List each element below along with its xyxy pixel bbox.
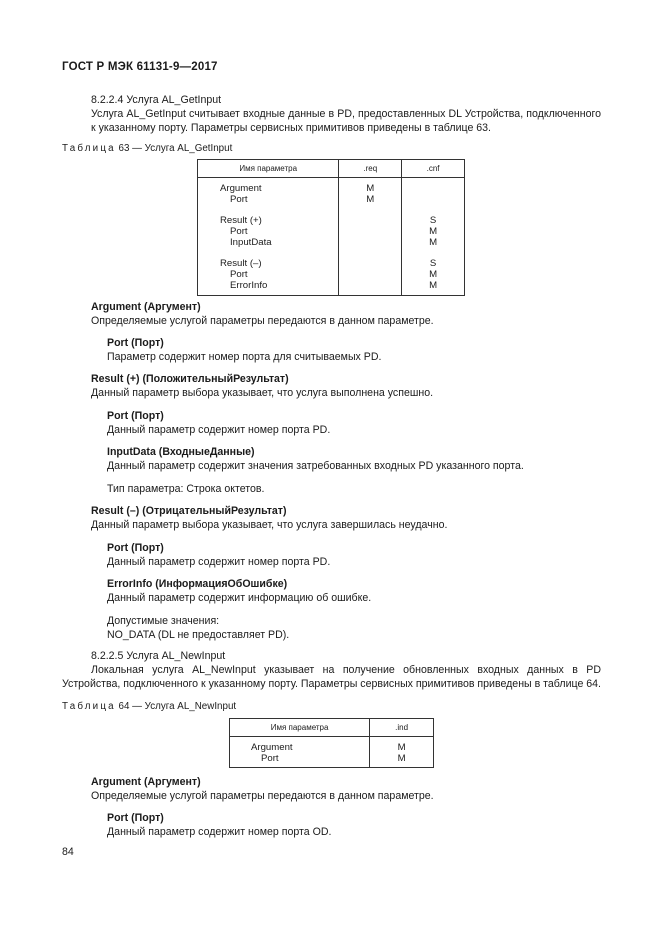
table-cell-name: Port <box>230 194 248 205</box>
table-cell-req <box>339 226 401 237</box>
argument-title-2: Argument (Аргумент) <box>91 776 201 788</box>
table-cell-req: M <box>366 183 375 194</box>
table-cell-cnf: S <box>429 215 437 226</box>
table-cell-cnf: M <box>429 237 438 248</box>
table-cell-name: Result (–) <box>220 258 262 269</box>
group-spacer <box>220 205 338 215</box>
table-cell-name: Port <box>230 269 248 280</box>
table-body-row <box>230 737 434 768</box>
req-column <box>339 178 402 296</box>
parameter-table-63 <box>197 159 465 296</box>
port-title-3: Port (Порт) <box>107 542 164 554</box>
inputdata-title: InputData (ВходныеДанные) <box>107 446 255 458</box>
col-header-name: Имя параметра <box>198 160 339 178</box>
result-negative-title: Result (–) (ОтрицательныйРезультат) <box>91 505 287 517</box>
table-cell-req: M <box>366 194 375 205</box>
table-body-row <box>198 178 465 296</box>
col-header-ind: .ind <box>370 719 434 737</box>
caption-rest: 64 — Услуга AL_NewInput <box>118 701 237 712</box>
table-cell-req <box>339 280 401 291</box>
parameter-type: Тип параметра: Строка октетов. <box>107 483 265 495</box>
argument-text: Определяемые услугой параметры передаются в данном параметре. <box>91 315 434 327</box>
names-column <box>198 178 339 296</box>
table-cell-req <box>339 258 401 269</box>
table-cell-cnf: M <box>429 226 438 237</box>
group-spacer <box>220 248 338 258</box>
port-title-2: Port (Порт) <box>107 410 164 422</box>
result-negative-text: Данный параметр выбора указывает, что услуга завершилась неудачно. <box>91 519 448 531</box>
group-spacer <box>339 248 401 258</box>
port-text-1: Параметр содержит номер порта для считываемых PD. <box>107 351 382 363</box>
col-header-name: Имя параметра <box>230 719 370 737</box>
allowed-values-title: Допустимые значения: <box>107 615 220 627</box>
table-cell-req <box>339 269 401 280</box>
table-cell-name: ErrorInfo <box>230 280 268 291</box>
table-cell-name: InputData <box>230 237 272 248</box>
names-column <box>230 737 370 768</box>
table-cell-name: Result (+) <box>220 215 262 226</box>
cnf-column <box>402 178 465 296</box>
table-cell-name: Argument <box>220 183 262 194</box>
caption-word: Таблица <box>62 701 116 712</box>
table-cell-name: Argument <box>251 742 293 753</box>
port-text-3: Данный параметр содержит номер порта PD. <box>107 556 331 568</box>
table-cell-name: Port <box>230 226 248 237</box>
errorinfo-title: ErrorInfo (ИнформацияОбОшибке) <box>107 578 288 590</box>
result-positive-text: Данный параметр выбора указывает, что услуга выполнена успешно. <box>91 387 434 399</box>
table-cell-ind: M <box>397 742 406 753</box>
section-heading-getinput: 8.2.2.4 Услуга AL_GetInput <box>91 94 222 106</box>
group-spacer <box>402 248 464 258</box>
caption-word: Таблица <box>62 143 116 154</box>
table-caption-63 <box>62 142 232 156</box>
group-spacer <box>339 205 401 215</box>
table-cell-ind: M <box>397 753 406 764</box>
inputdata-text: Данный параметр содержит значения затребованных входных PD указанного порта. <box>107 460 524 472</box>
table-cell-cnf: S <box>429 258 437 269</box>
group-spacer <box>402 205 464 215</box>
table-cell-cnf <box>402 194 464 205</box>
port-text-4: Данный параметр содержит номер порта OD. <box>107 826 332 838</box>
parameter-table-64 <box>229 718 434 768</box>
section-heading-newinput: 8.2.2.5 Услуга AL_NewInput <box>91 650 226 662</box>
port-title-1: Port (Порт) <box>107 337 164 349</box>
argument-text-2: Определяемые услугой параметры передаются в данном параметре. <box>91 790 434 802</box>
allowed-values-item: NO_DATA (DL не предоставляет PD). <box>107 629 290 641</box>
ind-column <box>370 737 434 768</box>
table-caption-64 <box>62 700 236 714</box>
section-intro-newinput: Локальная услуга AL_NewInput указывает на получение обновленных входных данных в PD Устройства, подключенного к указанному порту. Параметры сервисных примитивов приведены в таблице 64. <box>62 664 602 690</box>
table-cell-cnf: M <box>429 269 438 280</box>
errorinfo-text: Данный параметр содержит информацию об ошибке. <box>107 592 372 604</box>
caption-rest: 63 — Услуга AL_GetInput <box>118 143 233 154</box>
page-number: 84 <box>62 846 74 858</box>
table-cell-name: Port <box>261 753 279 764</box>
port-title-4: Port (Порт) <box>107 812 164 824</box>
table-cell-cnf: M <box>429 280 438 291</box>
table-cell-req <box>339 237 401 248</box>
port-text-2: Данный параметр содержит номер порта PD. <box>107 424 331 436</box>
table-header-row <box>230 719 434 737</box>
col-header-cnf: .cnf <box>402 160 465 178</box>
argument-title: Argument (Аргумент) <box>91 301 201 313</box>
table-cell-cnf <box>402 183 464 194</box>
intro-text: Услуга AL_GetInput считывает входные данные в PD, предоставленных DL Устройства, подключенного к указанному порту. Параметры сервисных примитивов приведены в таблице 63. <box>91 108 601 134</box>
result-positive-title: Result (+) (ПоложительныйРезультат) <box>91 373 289 385</box>
table-cell-req <box>339 215 401 226</box>
col-header-req: .req <box>339 160 402 178</box>
table-header-row <box>198 160 465 178</box>
section-intro-getinput <box>91 107 601 135</box>
document-header: ГОСТ Р МЭК 61131-9—2017 <box>62 61 218 73</box>
